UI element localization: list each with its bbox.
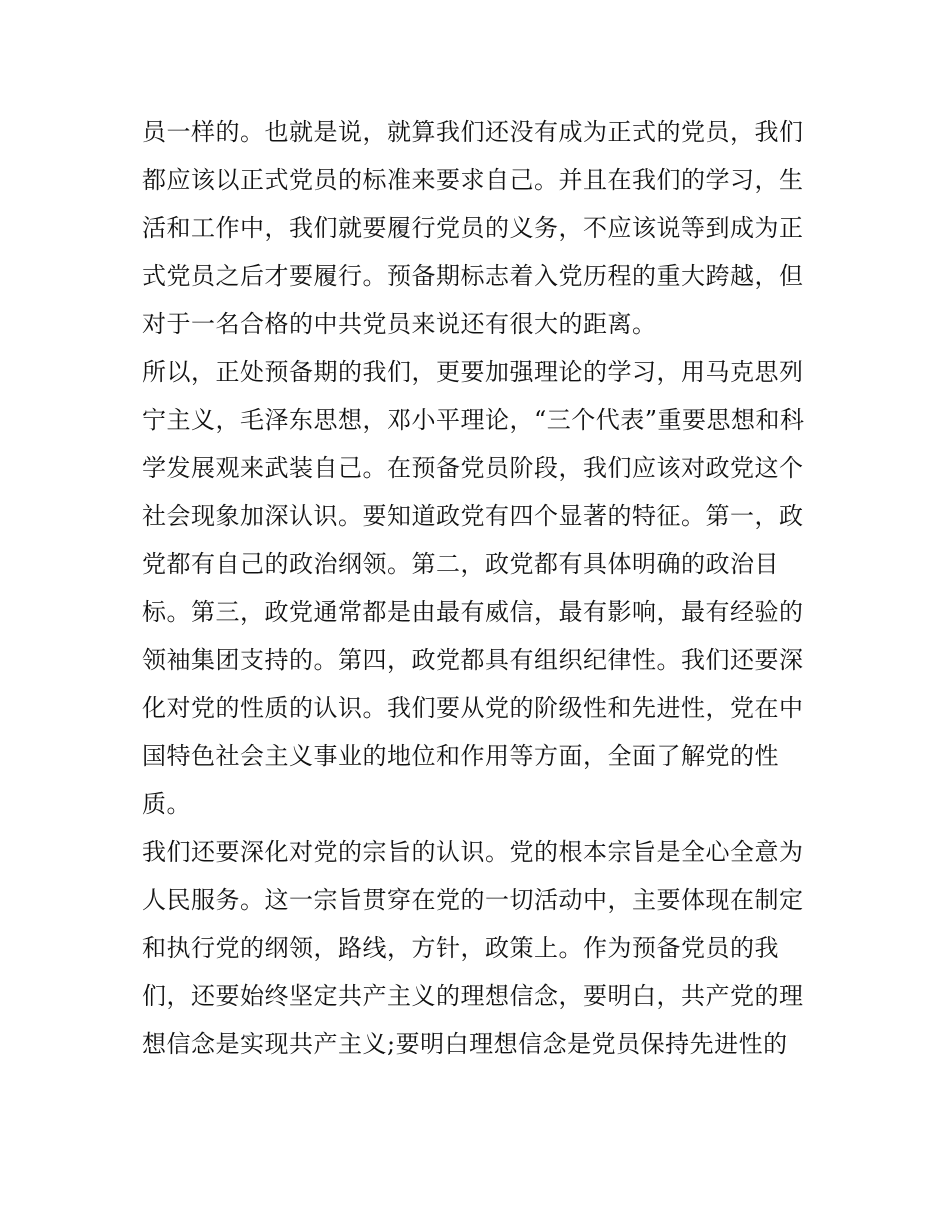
text-line: 和执行党的纲领，路线，方针，政策上。作为预备党员的我 [142, 934, 779, 962]
text-line: 想信念是实现共产主义;要明白理想信念是党员保持先进性的 [142, 1030, 788, 1058]
text-line: 宁主义，毛泽东思想，邓小平理论，“三个代表”重要思想和科 [142, 406, 805, 434]
text-line: 我们还要深化对党的宗旨的认识。党的根本宗旨是全心全意为 [142, 838, 804, 866]
text-line: 质。 [142, 790, 191, 818]
text-line: 们，还要始终坚定共产主义的理想信念，要明白，共产党的理 [142, 982, 804, 1010]
text-line: 领袖集团支持的。第四，政党都具有组织纪律性。我们还要深 [142, 646, 804, 674]
text-line: 活和工作中，我们就要履行党员的义务，不应该说等到成为正 [142, 214, 804, 242]
text-line: 式党员之后才要履行。预备期标志着入党历程的重大跨越，但 [142, 262, 804, 290]
text-line: 对于一名合格的中共党员来说还有很大的距离。 [142, 310, 657, 338]
text-line: 学发展观来武装自己。在预备党员阶段，我们应该对政党这个 [142, 454, 804, 482]
body-text [142, 108, 822, 1068]
text-line: 标。第三，政党通常都是由最有威信，最有影响，最有经验的 [142, 598, 804, 626]
text-line: 社会现象加深认识。要知道政党有四个显著的特征。第一，政 [142, 502, 804, 530]
text-line: 党都有自己的政治纲领。第二，政党都有具体明确的政治目 [142, 550, 779, 578]
text-line: 人民服务。这一宗旨贯穿在党的一切活动中，主要体现在制定 [142, 886, 804, 914]
text-line: 国特色社会主义事业的地位和作用等方面，全面了解党的性 [142, 742, 779, 770]
text-line: 所以，正处预备期的我们，更要加强理论的学习，用马克思列 [142, 358, 804, 386]
text-line: 化对党的性质的认识。我们要从党的阶级性和先进性，党在中 [142, 694, 804, 722]
text-line: 都应该以正式党员的标准来要求自己。并且在我们的学习，生 [142, 166, 804, 194]
text-line: 员一样的。也就是说，就算我们还没有成为正式的党员，我们 [142, 118, 804, 146]
